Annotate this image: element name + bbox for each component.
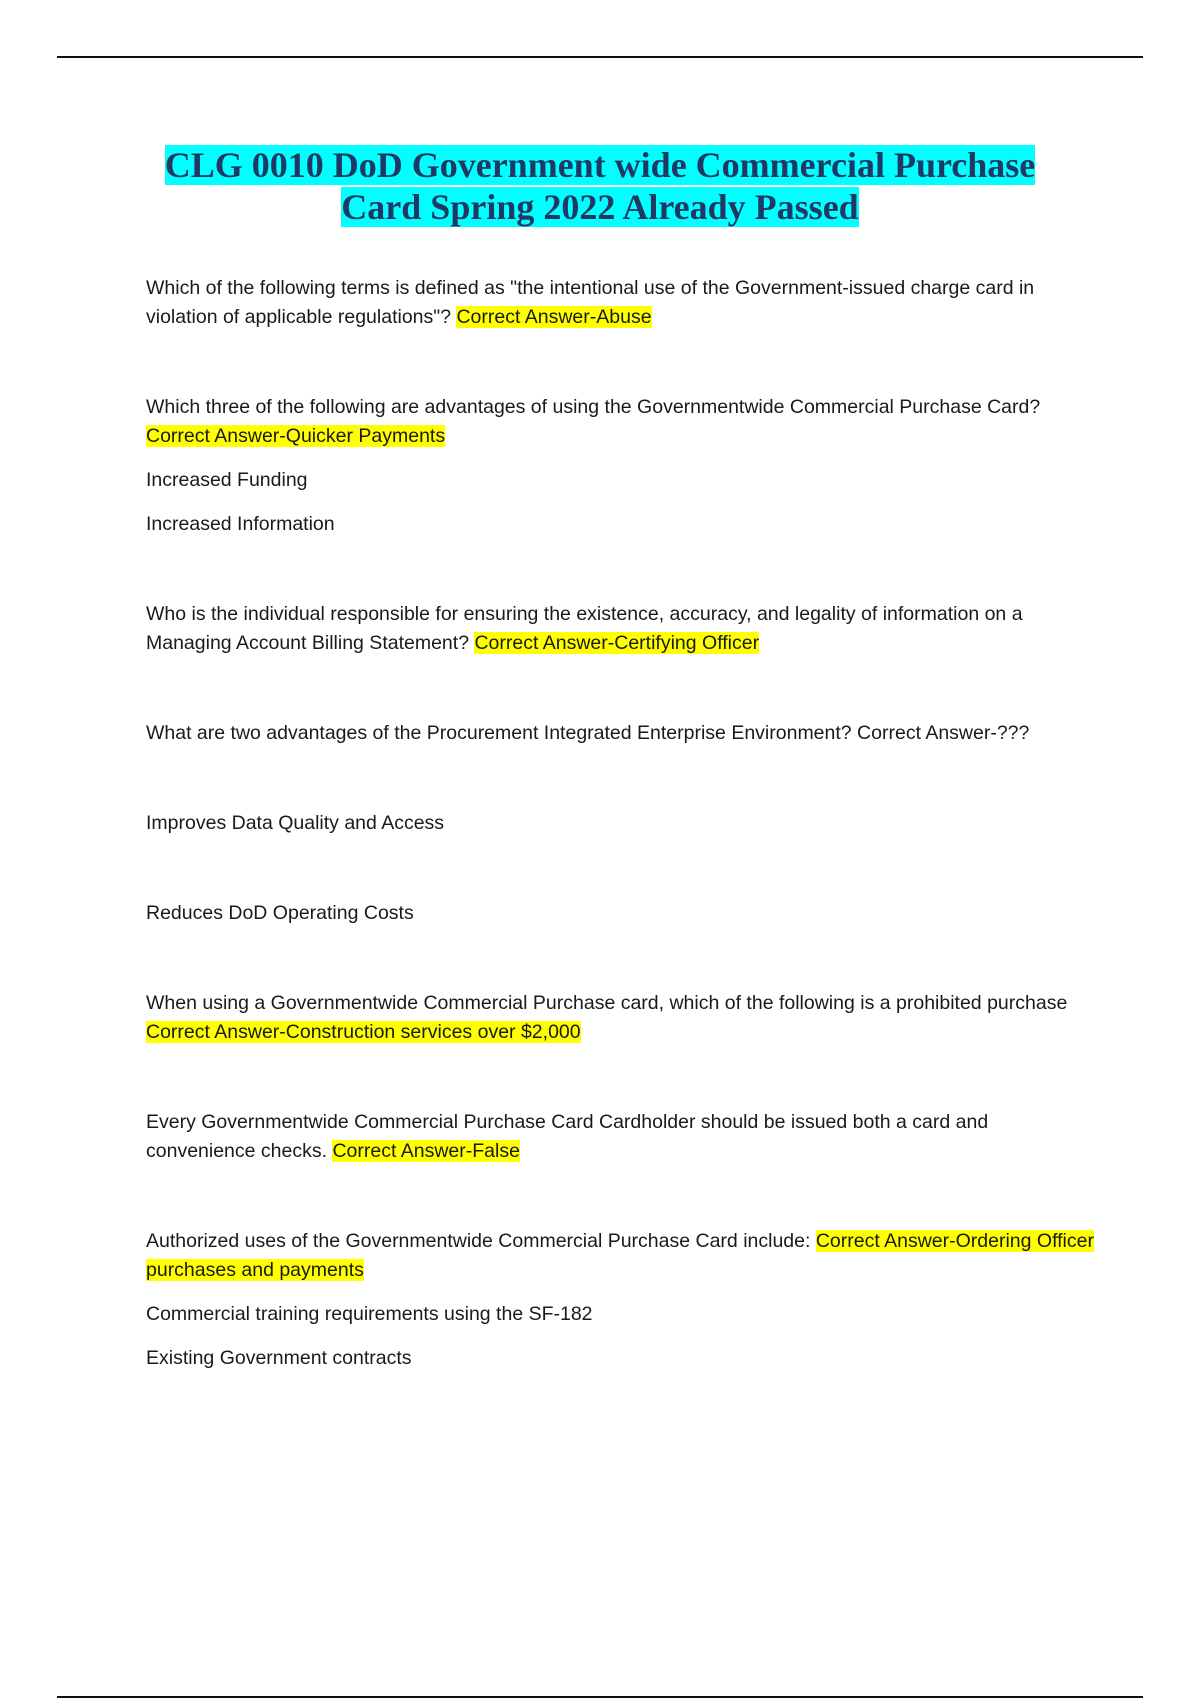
question-3	[146, 600, 1096, 658]
document-body	[146, 274, 1096, 1373]
answer-option: Existing Government contracts	[146, 1347, 412, 1369]
correct-answer: Correct Answer-Quicker Payments	[146, 425, 446, 447]
title-line-1: CLG 0010 DoD Government wide Commercial Purchase	[164, 145, 1036, 185]
correct-answer: Correct Answer-False	[332, 1140, 520, 1162]
question-text: When using a Governmentwide Commercial Purchase card, which of the following is a prohibited purchase	[146, 992, 1068, 1014]
question-text: Every Governmentwide Commercial Purchase Card Cardholder should be issued both a card and convenience checks.	[146, 1111, 989, 1162]
correct-answer: Correct Answer-Construction services over $2,000	[146, 1021, 581, 1043]
answer-option: Increased Information	[146, 513, 335, 535]
question-text: Authorized uses of the Governmentwide Commercial Purchase Card include:	[146, 1230, 811, 1252]
question-5	[146, 989, 1096, 1047]
title-line-2: Card Spring 2022 Already Passed	[341, 187, 859, 227]
question-4	[146, 719, 1096, 748]
document-title	[80, 144, 1120, 228]
question-text: Which of the following terms is defined as "the intentional use of the Government-issued charge card in violation of applicable regulations"?	[146, 277, 1035, 328]
footer-rule	[57, 1696, 1143, 1698]
question-7	[146, 1227, 1096, 1285]
answer-paragraph: Reduces DoD Operating Costs	[146, 902, 414, 924]
header-rule	[57, 56, 1143, 58]
question-text: Who is the individual responsible for ensuring the existence, accuracy, and legality of information on a Managing Account Billing Statement?	[146, 603, 1023, 654]
question-1	[146, 274, 1096, 332]
question-text: What are two advantages of the Procurement Integrated Enterprise Environment? Correct Answer-???	[146, 722, 1030, 744]
answer-paragraph: Improves Data Quality and Access	[146, 812, 445, 834]
correct-answer: Correct Answer-Ordering Officer purchases and payments	[146, 1230, 1094, 1281]
answer-option: Increased Funding	[146, 469, 308, 491]
question-2	[146, 393, 1096, 451]
correct-answer: Correct Answer-Certifying Officer	[474, 632, 760, 654]
question-text: Which three of the following are advantages of using the Governmentwide Commercial Purchase Card?	[146, 396, 1041, 418]
question-6	[146, 1108, 1096, 1166]
correct-answer: Correct Answer-Abuse	[456, 306, 652, 328]
answer-option: Commercial training requirements using the SF-182	[146, 1303, 593, 1325]
